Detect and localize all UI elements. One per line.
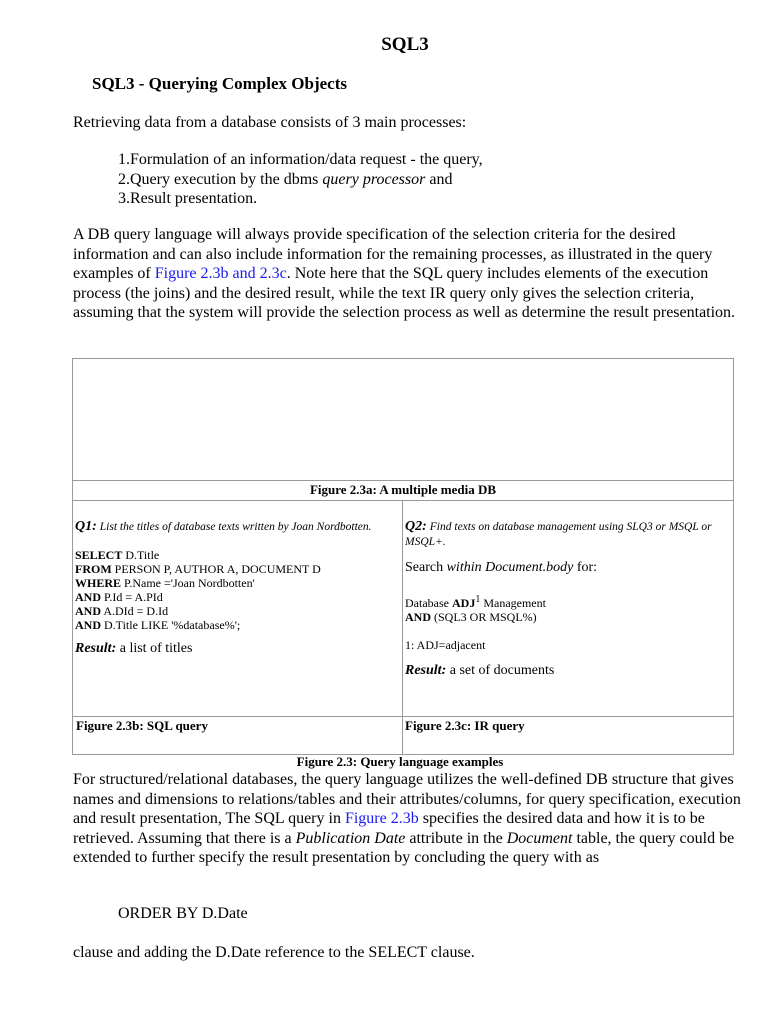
divider <box>73 500 733 501</box>
q1-description: Q1: List the titles of database texts written by Joan Nordbotten. <box>75 519 372 534</box>
list-item: 1.Formulation of an information/data request - the query, <box>118 151 483 168</box>
figure-2-3b-link[interactable]: Figure 2.3b <box>344 810 419 827</box>
figure-2-3a-caption: Figure 2.3a: A multiple media DB <box>309 482 497 497</box>
sql-line: FROM PERSON P, AUTHOR A, DOCUMENT D <box>75 562 321 576</box>
ir-query-line: AND (SQL3 OR MSQL%) <box>405 610 537 624</box>
page-title: SQL3 <box>381 34 429 55</box>
divider <box>73 480 733 481</box>
sql-line: SELECT D.Title <box>75 548 160 562</box>
footnote: 1: ADJ=adjacent <box>405 638 486 652</box>
list-item: 2.Query execution by the dbms query processor and <box>118 170 453 188</box>
order-by-clause: ORDER BY D.Date <box>118 905 248 922</box>
q1-cell <box>75 519 397 656</box>
sql-line: AND D.Title LIKE '%database%'; <box>75 618 241 632</box>
divider <box>73 716 733 717</box>
figure-table <box>72 358 734 755</box>
figure-2-3b-c-link[interactable]: Figure 2.3b and 2.3c <box>154 265 287 282</box>
q2-cell <box>405 519 729 678</box>
body-paragraph-selection: A DB query language will always provide specification of the selection criteria for the desired information and can also include information for the remaining processes, as illustrated in the query examples of Figure 2.3b and 2.3c. Note here that the SQL query includes elements of the execution process (the joins) and the desired result, while the text IR query only gives the selection criteria, assuming that the system will provide the selection process as well as determine the result presentation. <box>73 226 736 321</box>
intro-paragraph: Retrieving data from a database consists of 3 main processes: <box>73 114 467 131</box>
sql-line: AND A.DId = D.Id <box>75 604 169 618</box>
divider <box>402 500 403 754</box>
process-steps-list <box>118 150 483 209</box>
figure-2-3-caption: Figure 2.3: Query language examples <box>296 754 504 769</box>
sql-line: WHERE P.Name ='Joan Nordbotten' <box>75 576 255 590</box>
closing-paragraph: clause and adding the D.Date reference to the SELECT clause. <box>73 944 475 961</box>
list-item: 3.Result presentation. <box>118 190 258 207</box>
search-line: Search within Document.body for: <box>405 560 598 575</box>
figure-2-3c-caption: Figure 2.3c: IR query <box>405 718 525 733</box>
ir-query-line: Database ADJ$^1$ Management <box>405 594 546 610</box>
body-paragraph-structured: For structured/relational databases, the query language utilizes the well-defined DB structure that gives names and dimensions to relations/tables and their attributes/columns, for query specification, execution and result presentation, The SQL query in Figure 2.3b specifies the desired data and how it is to be retrieved. Assuming that there is a Publication Date attribute in the Document table, the query could be extended to further specify the result presentation by concluding the query with as <box>73 771 741 866</box>
sql-line: AND P.Id = A.PId <box>75 590 163 604</box>
figure-2-3b-caption: Figure 2.3b: SQL query <box>76 718 208 733</box>
section-heading: SQL3 - Querying Complex Objects <box>92 74 347 93</box>
sql-code-block <box>75 548 397 632</box>
q1-result: Result: a list of titles <box>75 641 193 656</box>
q2-description: Q2: Find texts on database management using SLQ3 or MSQL or MSQL+. <box>405 519 712 548</box>
q2-result: Result: a set of documents <box>405 663 555 678</box>
